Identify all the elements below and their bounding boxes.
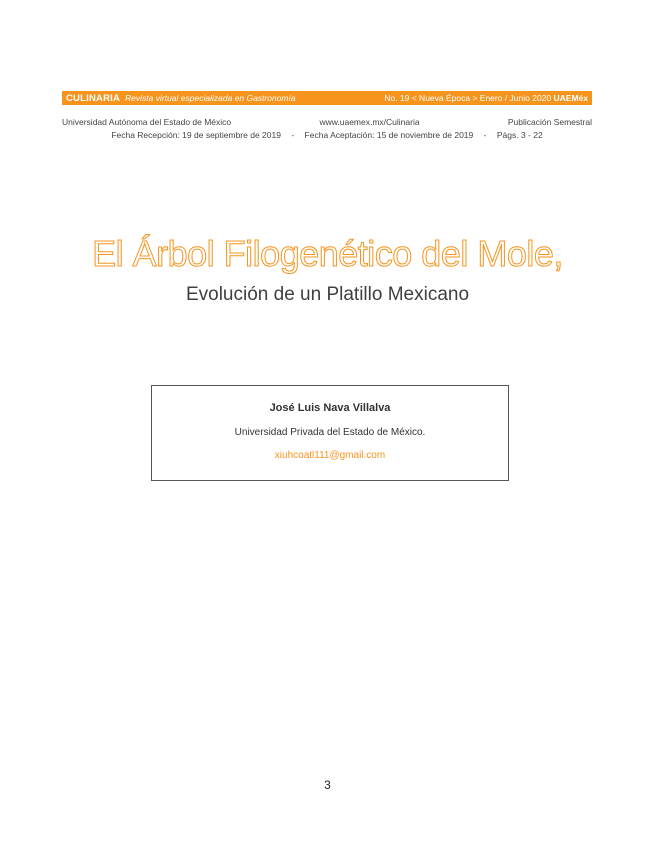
article-subtitle: Evolución de un Platillo Mexicano (185, 284, 470, 305)
page-range: Págs. 3 - 22 (496, 130, 543, 140)
journal-logo: CULINARIA (66, 92, 121, 104)
publication-meta (62, 117, 592, 127)
journal-url: www.uaemex.mx/Culinaria (319, 117, 420, 127)
author-name: José Luis Nava Villalva (269, 402, 391, 414)
university-acronym: UAEMéx (553, 93, 588, 103)
author-affiliation: Universidad Privada del Estado de México. (234, 427, 426, 438)
author-box (151, 385, 509, 481)
pages-separator: - (483, 130, 487, 140)
accepted-date: Fecha Aceptación: 15 de noviembre de 2019 (304, 130, 474, 140)
institution-name: Universidad Autónoma del Estado de México (62, 117, 232, 127)
journal-tagline: Revista virtual especializada en Gastronomía (125, 93, 296, 103)
journal-header-bar (62, 91, 592, 105)
article-dates (62, 130, 592, 140)
article-title: El Árbol Filogenético del Mole, (92, 233, 563, 274)
author-email[interactable]: xiuhcoatl111@gmail.com (274, 450, 386, 461)
page-number: 3 (324, 778, 331, 792)
date-separator: - (291, 130, 295, 140)
publication-frequency: Publicación Semestral (507, 117, 592, 127)
received-date: Fecha Recepción: 19 de septiembre de 2019 (111, 130, 281, 140)
issue-info (384, 93, 588, 103)
journal-brand (66, 93, 296, 104)
issue-number: No. 19 < Nueva Época > Enero / Junio 2020 (384, 93, 552, 103)
